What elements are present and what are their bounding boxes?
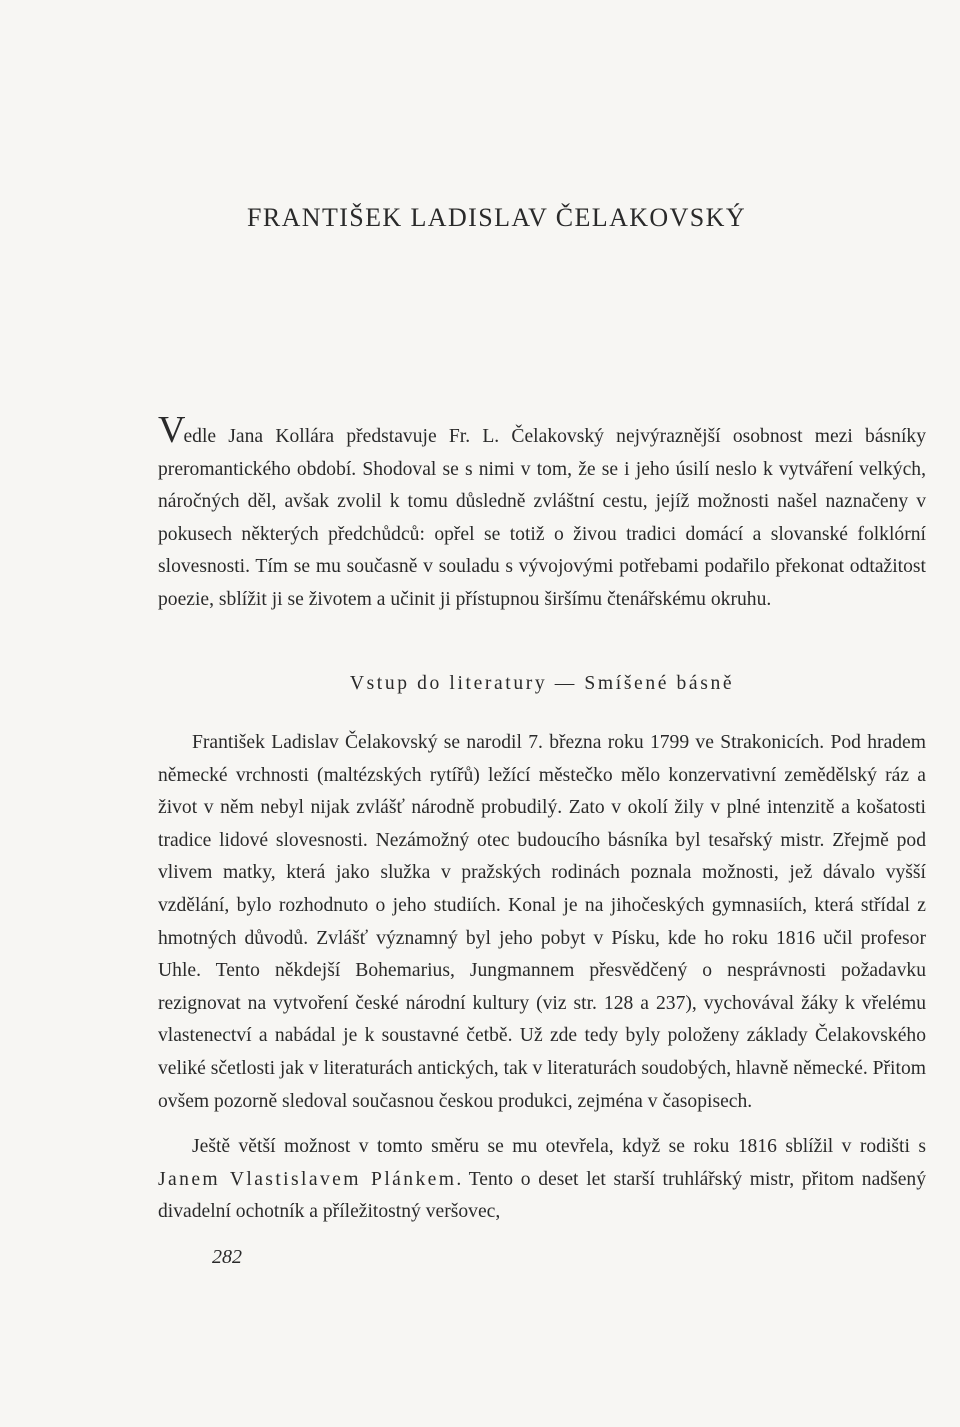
page-number: 282 <box>212 1246 242 1268</box>
intro-text: edle Jana Kollára představuje Fr. L. Čelakovský nejvýraznější osobnost mezi básníky preromantického období. Shodoval se s nimi v tom, že se i jeho úsilí neslo k vytváření velkých, náročných děl, avšak zvolil k tomu důsledně zvláštní cestu, jejíž možnosti našel naznačeny v pokusech některých předchůdců: opřel se totiž o živou tradici domácí a slovanské folklórní slovesnosti. Tím se mu současně v souladu s vývojovými potřebami podařilo překonat odtažitost poezie, sblížit ji se životem a učinit ji přístupnou širšímu čtenářskému okruhu. <box>158 426 926 610</box>
intro-paragraph <box>158 409 926 617</box>
spaced-name: Janem Vlastislavem Plánkem <box>158 1168 457 1190</box>
paragraph-2-start: Ještě větší možnost v tomto směru se mu otevřela, když se roku 1816 sblížil v rodišti s <box>192 1136 926 1157</box>
section-heading: Vstup do literatury — Smíšené básně <box>349 673 735 694</box>
page-title: FRANTIŠEK LADISLAV ČELAKOVSKÝ <box>247 203 747 232</box>
body-paragraph-2 <box>158 1131 926 1229</box>
paragraph-2-end: . Tento o deset let starší truhlářský mistr, přitom nadšený divadelní ochotník a příležitostný veršovec, <box>158 1168 926 1223</box>
drop-cap: V <box>158 409 184 451</box>
body-paragraph-1: František Ladislav Čelakovský se narodil 7. března roku 1799 ve Strakonicích. Pod hradem německé vrchnosti (maltézských rytířů) ležící městečko mělo konzervativní zemědělský ráz a život v něm nebyl nijak zvlášť národně probudilý. Zato v okolí žily v plné intenzitě a košatosti tradice lidové slovesnosti. Nezámožný otec budoucího básníka byl tesařský mistr. Zřejmě pod vlivem matky, která jako služka v pražských rodinách poznala možnosti, jež dávalo vyšší vzdělání, bylo rozhodnuto o jeho studiích. Konal je na jihočeských gymnasiích, která střídal z hmotných důvodů. Zvlášť významný byl jeho pobyt v Písku, kde ho roku 1816 učil profesor Uhle. Tento někdejší Bohemarius, Jungmannem přesvědčený o nesprávnosti požadavku rezignovat na vytvoření české národní kultury (viz str. 128 a 237), vychovával žáky k vřelému vlastenectví a nabádal je k soustavné četbě. Už zde tedy byly položeny základy Čelakovského veliké sčetlosti jak v literaturách antických, tak v literaturách soudobých, hlavně německé. Přitom ovšem pozorně sledoval současnou českou produkci, zejména v časopisech. <box>158 732 926 1112</box>
